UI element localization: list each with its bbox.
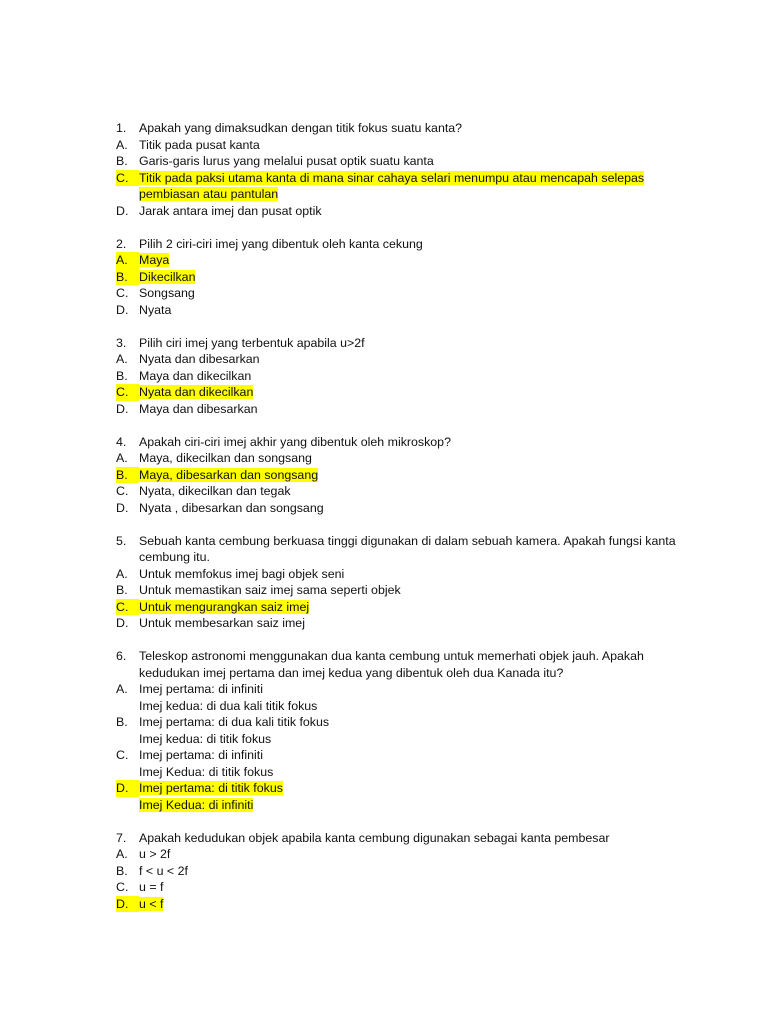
option-letter: A. (116, 847, 128, 861)
question-text: Apakah yang dimaksudkan dengan titik fokus suatu kanta? (139, 121, 463, 135)
option-text (139, 351, 676, 368)
answer-option (116, 747, 676, 780)
answer-option-correct (116, 269, 676, 286)
option-text (139, 879, 676, 896)
option-line: Jarak antara imej dan pusat optik (139, 203, 322, 218)
option-text (139, 500, 676, 517)
answer-option-correct (116, 599, 676, 616)
option-line: Imej pertama: di titik fokus (139, 781, 283, 795)
answer-option (116, 500, 676, 517)
option-letter: C. (116, 286, 129, 300)
question-text: Apakah kedudukan objek apabila kanta cembung digunakan sebagai kanta pembesar (139, 830, 610, 845)
answer-option (116, 302, 676, 319)
question-stem (116, 120, 676, 137)
question-stem (116, 335, 676, 352)
option-line: Nyata, dikecilkan dan tegak (139, 484, 291, 498)
option-letter: B. (116, 467, 139, 484)
answer-option-correct (116, 780, 676, 813)
question-number: 1. (116, 121, 127, 135)
option-line: pembiasan atau pantulan (139, 187, 279, 201)
option-line: Untuk membesarkan saiz imej (139, 616, 305, 630)
option-letter: D. (116, 302, 129, 317)
option-line: u = f (139, 880, 164, 894)
option-letter: A. (116, 451, 128, 465)
option-line: Maya, dikecilkan dan songsang (139, 451, 312, 465)
question-block (116, 236, 676, 319)
option-text (139, 450, 676, 467)
option-letter: D. (116, 780, 139, 797)
option-line: Nyata dan dikecilkan (139, 385, 254, 399)
option-letter: D. (116, 500, 129, 515)
question-text: Teleskop astronomi menggunakan dua kanta cembung untuk memerhati objek jauh. Apakah kedudukan imej pertama dan imej kedua yang dibentuk oleh dua Kanada itu? (139, 649, 644, 680)
option-text (139, 203, 676, 220)
option-text (139, 896, 676, 913)
answer-option (116, 582, 676, 599)
option-line: Untuk memastikan saiz imej sama seperti objek (139, 583, 401, 597)
option-line: f < u < 2f (139, 863, 188, 878)
option-text (139, 467, 676, 484)
option-text (139, 170, 676, 203)
answer-option (116, 401, 676, 418)
answer-option (116, 285, 676, 302)
option-text (139, 483, 676, 500)
option-letter: D. (116, 203, 129, 218)
option-text (139, 285, 676, 302)
option-letter: A. (116, 352, 128, 366)
option-line: Maya, dibesarkan dan songsang (139, 467, 319, 482)
option-text (139, 681, 676, 714)
answer-option (116, 368, 676, 385)
answer-option (116, 879, 676, 896)
option-text (139, 153, 676, 170)
option-letter: B. (116, 368, 128, 383)
option-letter: A. (116, 566, 128, 581)
option-text (139, 401, 676, 418)
option-letter: C. (116, 599, 139, 616)
option-line: Maya dan dibesarkan (139, 401, 258, 416)
question-block (116, 120, 676, 219)
answer-option (116, 483, 676, 500)
option-text (139, 384, 676, 401)
option-letter: D. (116, 896, 139, 913)
option-line: Garis-garis lurus yang melalui pusat optik suatu kanta (139, 154, 434, 168)
question-text: Apakah ciri-ciri imej akhir yang dibentuk oleh mikroskop? (139, 434, 451, 449)
answer-option (116, 351, 676, 368)
option-letter: C. (116, 748, 129, 762)
option-line: Songsang (139, 286, 195, 300)
option-line: Nyata dan dibesarkan (139, 352, 260, 366)
option-text (139, 863, 676, 880)
answer-option (116, 153, 676, 170)
option-text (139, 615, 676, 632)
answer-option-correct (116, 896, 676, 913)
question-block (116, 434, 676, 517)
option-line: Dikecilkan (139, 269, 196, 284)
question-block (116, 830, 676, 913)
option-text (139, 846, 676, 863)
answer-option (116, 863, 676, 880)
option-line: Titik pada paksi utama kanta di mana sinar cahaya selari menumpu atau mencapah selepas (139, 170, 645, 185)
option-line: u > 2f (139, 847, 171, 861)
option-letter: C. (116, 384, 139, 401)
question-block (116, 335, 676, 418)
option-text (139, 566, 676, 583)
option-line: u < f (139, 896, 164, 911)
option-text (139, 368, 676, 385)
option-line: Imej Kedua: di titik fokus (139, 764, 274, 779)
option-text (139, 302, 676, 319)
answer-option (116, 615, 676, 632)
option-text (139, 780, 676, 813)
option-letter: C. (116, 484, 129, 498)
option-line: Maya dan dikecilkan (139, 368, 252, 383)
option-line: Untuk memfokus imej bagi objek seni (139, 566, 345, 581)
question-stem (116, 434, 676, 451)
option-text (139, 269, 676, 286)
answer-option-correct (116, 384, 676, 401)
option-letter: B. (116, 269, 139, 286)
option-line: Imej pertama: di infiniti (139, 748, 263, 762)
answer-option-correct (116, 467, 676, 484)
option-text (139, 252, 676, 269)
question-block (116, 533, 676, 632)
option-line: Imej kedua: di dua kali titik fokus (139, 698, 318, 713)
question-stem (116, 648, 676, 681)
question-number: 7. (116, 830, 127, 845)
option-line: Nyata , dibesarkan dan songsang (139, 500, 324, 515)
quiz-document (116, 120, 676, 929)
option-line: Nyata (139, 302, 172, 317)
question-number: 3. (116, 335, 127, 350)
option-letter: C. (116, 170, 139, 187)
answer-option (116, 846, 676, 863)
answer-option (116, 714, 676, 747)
option-text (139, 599, 676, 616)
option-line: Imej kedua: di titik fokus (139, 731, 272, 746)
option-text (139, 137, 676, 154)
question-stem (116, 533, 676, 566)
answer-option-correct (116, 170, 676, 203)
option-letter: A. (116, 137, 128, 152)
option-letter: B. (116, 583, 128, 597)
question-text: Pilih 2 ciri-ciri imej yang dibentuk oleh kanta cekung (139, 236, 423, 251)
option-letter: C. (116, 880, 129, 894)
question-text: Sebuah kanta cembung berkuasa tinggi digunakan di dalam sebuah kamera. Apakah fungsi kanta cembung itu. (139, 533, 676, 564)
option-letter: B. (116, 863, 128, 878)
question-number: 6. (116, 649, 127, 663)
option-letter: A. (116, 252, 139, 269)
answer-option (116, 450, 676, 467)
option-letter: D. (116, 401, 129, 416)
answer-option (116, 681, 676, 714)
question-stem (116, 236, 676, 253)
answer-option-correct (116, 252, 676, 269)
question-number: 4. (116, 434, 127, 449)
option-letter: B. (116, 715, 128, 729)
answer-option (116, 137, 676, 154)
option-letter: D. (116, 616, 129, 630)
option-line: Untuk mengurangkan saiz imej (139, 599, 310, 614)
option-line: Imej Kedua: di infiniti (139, 797, 254, 812)
option-line: Imej pertama: di dua kali titik fokus (139, 715, 330, 729)
option-letter: B. (116, 154, 128, 168)
answer-option (116, 566, 676, 583)
question-number: 2. (116, 236, 127, 251)
option-line: Titik pada pusat kanta (139, 137, 260, 152)
option-line: Maya (139, 253, 170, 267)
question-block (116, 648, 676, 813)
option-text (139, 747, 676, 780)
option-line: Imej pertama: di infiniti (139, 682, 263, 696)
question-stem (116, 830, 676, 847)
option-text (139, 714, 676, 747)
question-number: 5. (116, 533, 127, 548)
answer-option (116, 203, 676, 220)
option-letter: A. (116, 682, 128, 696)
option-text (139, 582, 676, 599)
question-text: Pilih ciri imej yang terbentuk apabila u>2f (139, 335, 365, 350)
